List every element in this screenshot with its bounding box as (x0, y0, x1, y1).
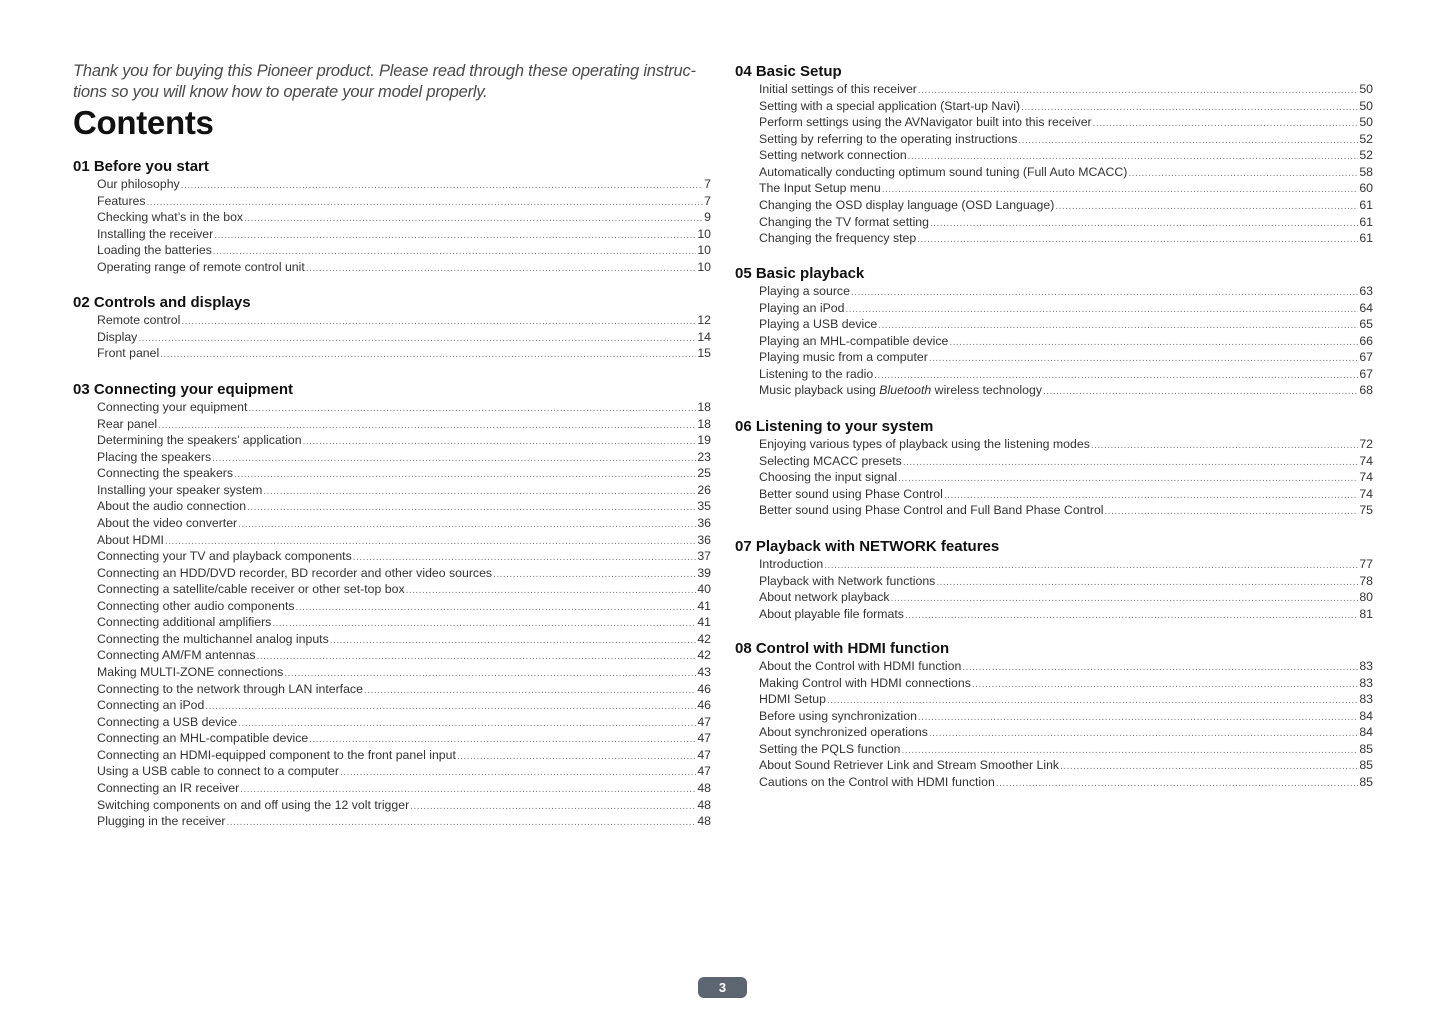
toc-entry[interactable] (759, 283, 1373, 300)
toc-entry-label: Listening to the radio (759, 366, 874, 381)
toc-entry-page: 52 (1359, 148, 1373, 163)
toc-entry-page: 48 (697, 780, 711, 795)
toc-entry-page: 37 (697, 549, 711, 564)
toc-entry-page: 83 (1359, 675, 1373, 690)
toc-entry[interactable] (97, 209, 711, 226)
toc-entry-page: 25 (697, 466, 711, 481)
toc-entry-label: Rear panel (97, 416, 158, 431)
dot-leader (247, 500, 696, 517)
toc-entry[interactable] (97, 226, 711, 243)
toc-entry-page: 10 (697, 259, 711, 274)
toc-entry-label: Playing music from a computer (759, 350, 928, 365)
toc-entry-label: Switching components on and off using the 12 volt trigger (97, 797, 410, 812)
toc-entry-label: Connecting other audio components (97, 598, 295, 613)
toc-entry-page: 61 (1359, 197, 1373, 212)
toc-entry-label: About playable file formats (759, 606, 904, 621)
section-heading: 07 Playback with NETWORK features (735, 538, 1000, 555)
toc-entry-label: Installing the receiver (97, 226, 214, 241)
toc-entry[interactable] (97, 631, 711, 648)
toc-entry[interactable] (759, 724, 1373, 741)
toc-section (735, 538, 1373, 622)
dot-leader (898, 471, 1358, 488)
toc-entry-page: 74 (1359, 453, 1373, 468)
dot-leader (1043, 384, 1358, 401)
dot-leader (936, 575, 1358, 592)
toc-entry-page: 18 (697, 416, 711, 431)
toc-section (735, 63, 1373, 247)
toc-entry[interactable] (759, 774, 1373, 791)
toc-entry-label: Our philosophy (97, 177, 180, 191)
toc-entry[interactable] (759, 164, 1373, 181)
toc-entry[interactable] (97, 312, 711, 329)
toc-entry[interactable] (759, 556, 1373, 573)
page-number-badge: 3 (698, 977, 747, 998)
toc-entry[interactable] (759, 453, 1373, 470)
toc-entry-page: 47 (697, 714, 711, 729)
toc-entry-page: 19 (697, 433, 711, 448)
toc-entry[interactable] (97, 259, 711, 276)
toc-entry[interactable] (759, 131, 1373, 148)
toc-entry-page: 36 (697, 515, 711, 530)
dot-leader (851, 285, 1358, 302)
dot-leader (181, 178, 703, 195)
toc-entry[interactable] (759, 147, 1373, 164)
dot-leader (296, 600, 697, 617)
toc-entry-page: 68 (1359, 383, 1373, 398)
toc-entry-page: 77 (1359, 557, 1373, 571)
dot-leader (306, 261, 697, 278)
toc-entry[interactable] (759, 691, 1373, 708)
toc-entry[interactable] (759, 316, 1373, 333)
toc-entry-page: 65 (1359, 317, 1373, 332)
toc-entry-label: The Input Setup menu (759, 181, 881, 196)
toc-entry-page: 58 (1359, 164, 1373, 179)
toc-entry[interactable] (759, 230, 1373, 247)
dot-leader (330, 633, 697, 650)
dot-leader (263, 484, 696, 501)
toc-entry-label: Setting with a special application (Start-up Navi) (759, 98, 1021, 113)
dot-leader (1105, 504, 1359, 521)
toc-section (735, 418, 1373, 519)
toc-entry-label: Front panel (97, 346, 160, 361)
toc-entry-page: 74 (1359, 486, 1373, 501)
dot-leader (996, 776, 1359, 793)
toc-entry[interactable] (759, 382, 1373, 399)
dot-leader (918, 710, 1358, 727)
toc-entry-label: About Sound Retriever Link and Stream Smoother Link (759, 758, 1060, 773)
toc-entry-page: 64 (1359, 300, 1373, 315)
toc-section (735, 265, 1373, 399)
toc-entry[interactable] (759, 573, 1373, 590)
dot-leader (929, 726, 1358, 743)
toc-entry-page: 80 (1359, 590, 1373, 605)
dot-leader (212, 451, 696, 468)
toc-entry-page: 85 (1359, 741, 1373, 756)
toc-entry[interactable] (759, 606, 1373, 623)
toc-entry-label: Connecting to the network through LAN interface (97, 681, 363, 696)
toc-entry-label: About the video converter (97, 515, 238, 530)
toc-entry-label: Before using synchronization (759, 708, 917, 723)
toc-entry[interactable] (97, 399, 711, 416)
toc-entry-page: 78 (1359, 573, 1373, 588)
toc-entry-page: 41 (697, 598, 711, 613)
toc-entry-label: Loading the batteries (97, 243, 212, 258)
toc-entry[interactable] (97, 797, 711, 814)
toc-entry[interactable] (97, 242, 711, 259)
toc-entry[interactable] (97, 432, 711, 449)
toc-entry[interactable] (97, 176, 711, 193)
toc-entry[interactable] (759, 675, 1373, 692)
toc-entry[interactable] (97, 193, 711, 210)
toc-entry[interactable] (97, 697, 711, 714)
toc-entry[interactable] (97, 416, 711, 433)
toc-entry-label: Playing an iPod (759, 300, 845, 315)
toc-entry[interactable] (97, 548, 711, 565)
toc-entry[interactable] (97, 730, 711, 747)
toc-entry[interactable] (97, 449, 711, 466)
toc-entry-label: Determining the speakers’ application (97, 433, 302, 448)
toc-entry[interactable] (97, 515, 711, 532)
dot-leader (1018, 133, 1358, 150)
dot-leader (845, 302, 1358, 319)
toc-entry-page: 83 (1359, 659, 1373, 673)
toc-entry-label: About synchronized operations (759, 725, 928, 740)
toc-entry-page: 75 (1359, 503, 1373, 518)
toc-entry-label: About HDMI (97, 532, 164, 547)
toc-entry-label: Playing a source (759, 284, 850, 298)
toc-entry-page: 9 (704, 210, 711, 225)
toc-entry-page: 23 (697, 449, 711, 464)
toc-entry[interactable] (759, 589, 1373, 606)
toc-entry-page: 50 (1359, 82, 1373, 96)
toc-section (73, 294, 711, 362)
toc-entry-page: 47 (697, 764, 711, 779)
toc-entry-page: 39 (697, 565, 711, 580)
toc-entry[interactable] (759, 81, 1373, 98)
toc-entry[interactable] (97, 581, 711, 598)
toc-entry-page: 42 (697, 631, 711, 646)
toc-entry-label: Connecting the multichannel analog inputs (97, 631, 329, 646)
toc-entry-label: Connecting an IR receiver (97, 780, 240, 795)
toc-entry-page: 50 (1359, 98, 1373, 113)
toc-entry[interactable] (97, 498, 711, 515)
toc-entry-label: Better sound using Phase Control (759, 486, 943, 501)
toc-entry-page: 84 (1359, 708, 1373, 723)
toc-entry[interactable] (759, 741, 1373, 758)
toc-entry-page: 48 (697, 797, 711, 812)
toc-entry-label: Changing the frequency step (759, 231, 917, 246)
dot-leader (891, 591, 1359, 608)
dot-leader (410, 799, 696, 816)
dot-leader (457, 749, 696, 766)
toc-entry-label: Checking what’s in the box (97, 210, 244, 225)
toc-entry-label: Features (97, 193, 146, 208)
toc-entry-page: 7 (704, 193, 711, 208)
dot-leader (303, 434, 697, 451)
dot-leader (962, 660, 1358, 677)
toc-entry-label: Connecting an HDD/DVD recorder, BD recorder and other video sources (97, 565, 493, 580)
toc-entry-page: 85 (1359, 774, 1373, 789)
toc-entry-label: About the Control with HDMI function (759, 659, 962, 673)
toc-entry-label: Automatically conducting optimum sound tuning (Full Auto MCACC) (759, 164, 1128, 179)
toc-entry-page: 63 (1359, 284, 1373, 298)
toc-entry[interactable] (759, 658, 1373, 675)
dot-leader (238, 517, 696, 534)
dot-leader (493, 567, 696, 584)
toc-entry-label: Connecting an MHL-compatible device (97, 731, 309, 746)
toc-entry-label: Display (97, 329, 138, 344)
toc-entry[interactable] (759, 436, 1373, 453)
toc-entry-label: Playback with Network functions (759, 573, 936, 588)
toc-entry-label: Enjoying various types of playback using the listening modes (759, 437, 1090, 451)
toc-section (735, 640, 1373, 791)
toc-entry-page: 83 (1359, 692, 1373, 707)
dot-leader (1093, 116, 1359, 133)
toc-entry[interactable] (759, 469, 1373, 486)
toc-entry[interactable] (97, 614, 711, 631)
dot-leader (406, 583, 697, 600)
toc-entry-label: Connecting a USB device (97, 714, 238, 729)
toc-entry-label: Using a USB cable to connect to a computer (97, 764, 339, 779)
toc-entry-page: 14 (697, 329, 711, 344)
section-heading: 08 Control with HDMI function (735, 640, 950, 657)
toc-section (73, 381, 711, 830)
toc-entry[interactable] (97, 780, 711, 797)
toc-entry[interactable] (97, 345, 711, 362)
toc-entry-label: Making Control with HDMI connections (759, 675, 971, 690)
toc-entry[interactable] (759, 349, 1373, 366)
toc-entry-label: Better sound using Phase Control and Full Band Phase Control (759, 503, 1104, 518)
toc-entry[interactable] (759, 333, 1373, 350)
dot-leader (917, 232, 1358, 249)
toc-entry-page: 85 (1359, 758, 1373, 773)
dot-leader (364, 683, 696, 700)
toc-entry-label: Connecting your equipment (97, 400, 248, 414)
toc-entry-label: Making MULTI-ZONE connections (97, 665, 284, 679)
toc-entry-label: Setting the PQLS function (759, 741, 901, 756)
toc-entry-page: 10 (697, 226, 711, 241)
toc-entry[interactable] (759, 486, 1373, 503)
dot-leader (227, 815, 697, 832)
toc-entry[interactable] (97, 714, 711, 731)
toc-entry-page: 7 (704, 177, 711, 191)
dot-leader (340, 765, 696, 782)
toc-entry-page: 67 (1359, 350, 1373, 365)
toc-entry-page: 47 (697, 747, 711, 762)
dot-leader (138, 331, 696, 348)
toc-entry-page: 61 (1359, 214, 1373, 229)
toc-entry[interactable] (759, 300, 1373, 317)
toc-entry-label: Playing an MHL-compatible device (759, 333, 949, 348)
toc-entry[interactable] (97, 763, 711, 780)
toc-entry-page: 42 (697, 648, 711, 663)
toc-entry-label: Plugging in the receiver (97, 814, 226, 829)
toc-entry[interactable] (97, 813, 711, 830)
section-heading: 05 Basic playback (735, 265, 865, 282)
intro-text: Thank you for buying this Pioneer product. Please read through these operating instruc-tions so you will know how to operate your model properly. (73, 62, 696, 101)
toc-entry-page: 26 (697, 482, 711, 497)
toc-entry-label: Operating range of remote control unit (97, 259, 305, 274)
toc-entry-page: 84 (1359, 725, 1373, 740)
toc-entry[interactable] (97, 647, 711, 664)
dot-leader (181, 314, 696, 331)
toc-entry-label: Selecting MCACC presets (759, 453, 902, 468)
dot-leader (929, 351, 1359, 368)
dot-leader (257, 649, 697, 666)
toc-entry-label: Installing your speaker system (97, 482, 263, 497)
toc-entry-label: Connecting the speakers (97, 466, 234, 481)
toc-entry-page: 12 (697, 313, 711, 327)
toc-entry-page: 15 (697, 346, 711, 361)
toc-entry-label: HDMI Setup (759, 692, 826, 707)
toc-entry[interactable] (759, 197, 1373, 214)
toc-entry-page: 47 (697, 731, 711, 746)
dot-leader (160, 347, 696, 364)
toc-section (73, 158, 711, 275)
dot-leader (903, 455, 1358, 472)
toc-entry-page: 41 (697, 615, 711, 630)
toc-entry[interactable] (97, 329, 711, 346)
toc-entry-label: Connecting an iPod (97, 698, 205, 713)
toc-entry-page: 72 (1359, 437, 1373, 451)
dot-leader (1060, 759, 1358, 776)
toc-entry-page: 81 (1359, 606, 1373, 621)
toc-entry[interactable] (759, 366, 1373, 383)
toc-entry-label: Choosing the input signal (759, 470, 898, 485)
dot-leader (1128, 166, 1358, 183)
toc-entry-label: Playing a USB device (759, 317, 878, 332)
toc-entry[interactable] (759, 114, 1373, 131)
toc-entry-label: Music playback using Bluetooth wireless technology (759, 383, 1042, 398)
toc-entry-label: Cautions on the Control with HDMI function (759, 774, 995, 789)
toc-entry[interactable] (759, 180, 1373, 197)
toc-entry-page: 60 (1359, 181, 1373, 196)
toc-entry[interactable] (759, 502, 1373, 519)
toc-entry-page: 10 (697, 243, 711, 258)
section-heading: 04 Basic Setup (735, 63, 842, 80)
toc-entry-label: Remote control (97, 313, 181, 327)
toc-entry-label: Connecting AM/FM antennas (97, 648, 256, 663)
dot-leader (248, 401, 696, 418)
toc-entry-label: Placing the speakers (97, 449, 212, 464)
toc-entry-page: 46 (697, 698, 711, 713)
section-heading: 01 Before you start (73, 158, 209, 175)
toc-entry[interactable] (97, 664, 711, 681)
toc-entry-page: 35 (697, 499, 711, 514)
page-title: Contents (73, 104, 214, 141)
toc-entry-label: About the audio connection (97, 499, 247, 514)
dot-leader (234, 467, 696, 484)
toc-entry-label: About network playback (759, 590, 890, 605)
toc-entry-page: 52 (1359, 131, 1373, 146)
toc-entry-label: Introduction (759, 557, 824, 571)
dot-leader (214, 228, 696, 245)
toc-entry-label: Connecting an HDMI-equipped component to the front panel input (97, 747, 456, 762)
section-heading: 03 Connecting your equipment (73, 381, 294, 398)
toc-entry[interactable] (759, 98, 1373, 115)
toc-entry-page: 43 (697, 665, 711, 679)
toc-entry[interactable] (97, 482, 711, 499)
toc-entry-label: Changing the OSD display language (OSD Language) (759, 197, 1055, 212)
toc-entry-page: 50 (1359, 115, 1373, 130)
toc-entry-page: 67 (1359, 366, 1373, 381)
toc-entry-page: 36 (697, 532, 711, 547)
toc-entry[interactable] (759, 214, 1373, 231)
toc-entry[interactable] (97, 681, 711, 698)
toc-entry-label: Connecting a satellite/cable receiver or other set-top box (97, 582, 405, 597)
toc-entry[interactable] (759, 708, 1373, 725)
dot-leader (272, 616, 696, 633)
toc-entry-page: 66 (1359, 333, 1373, 348)
section-heading: 02 Controls and displays (73, 294, 251, 311)
toc-entry-label: Changing the TV format setting (759, 214, 929, 229)
toc-entry[interactable] (97, 532, 711, 549)
toc-entry-page: 61 (1359, 231, 1373, 246)
toc-entry-page: 46 (697, 681, 711, 696)
section-heading: 06 Listening to your system (735, 418, 934, 435)
dot-leader (244, 211, 703, 228)
dot-leader (1091, 438, 1358, 455)
toc-entry-page: 18 (697, 400, 711, 414)
toc-entry-label: Setting network connection (759, 148, 907, 163)
toc-entry[interactable] (97, 747, 711, 764)
toc-entry-label: Initial settings of this receiver (759, 82, 917, 96)
toc-entry[interactable] (759, 757, 1373, 774)
toc-entry-page: 40 (697, 582, 711, 597)
toc-entry-page: 48 (697, 814, 711, 829)
toc-entry-label: Connecting your TV and playback components (97, 549, 352, 564)
toc-entry[interactable] (97, 565, 711, 582)
dot-leader (205, 699, 696, 716)
dot-leader (1055, 199, 1358, 216)
toc-entry[interactable] (97, 465, 711, 482)
toc-entry-label: Perform settings using the AVNavigator built into this receiver (759, 115, 1092, 130)
toc-entry-page: 74 (1359, 470, 1373, 485)
dot-leader (949, 335, 1358, 352)
dot-leader (972, 677, 1358, 694)
dot-leader (878, 318, 1358, 335)
toc-entry[interactable] (97, 598, 711, 615)
toc-entry-label: Setting by referring to the operating instructions (759, 131, 1018, 146)
dot-leader (905, 608, 1358, 625)
dot-leader (930, 216, 1358, 233)
toc-entry-label: Connecting additional amplifiers (97, 615, 272, 630)
